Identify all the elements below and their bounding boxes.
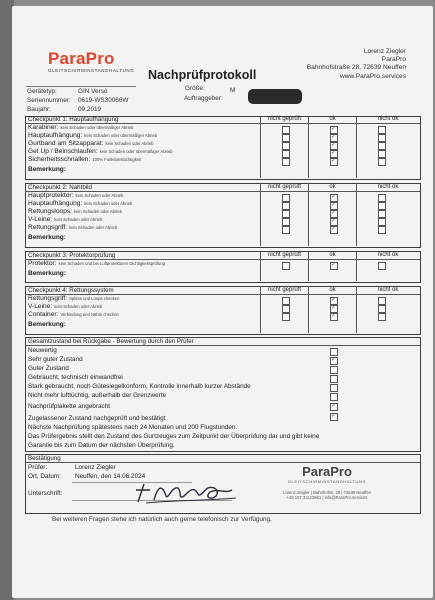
checkbox-nicht-ok[interactable] [378, 226, 386, 234]
zustand-option: Sehr guter Zustand [28, 356, 83, 363]
cp1-row: Get Up / Beinschlaufen: kein Schaden oder übermäßiger Abrieb [28, 148, 173, 155]
ort-datum-value: Neuffen, den 14.06.2024 [75, 473, 146, 480]
gesamt-title: Gesamtzustand bei Rückgabe - Bewertung durch den Prüfer [28, 338, 194, 345]
checkbox-nicht-ok[interactable] [378, 150, 386, 158]
row-label: Rettungsgriff [28, 295, 66, 302]
row-label: Rettungsloops [28, 208, 71, 215]
col-ok: ok [329, 252, 336, 258]
zustand-option: Gebraucht, technisch einwandfrei [28, 374, 123, 381]
row-desc: kein Schaden oder übermäßiger Abrieb [84, 133, 158, 138]
auftraggeber-label: Auftraggeber: [184, 95, 223, 102]
stamp-pro: Pro [330, 464, 352, 479]
row-desc: kein Schaden oder Abrieb [54, 217, 103, 222]
checkbox-nicht-ok[interactable] [378, 158, 386, 166]
checkbox-ok[interactable] [330, 262, 338, 270]
row-label: Hauptaufhängung [28, 200, 81, 207]
cp4-row: Rettungsgriff: Splinte und Loops checken [28, 295, 120, 302]
baujahr-label: Baujahr: [27, 106, 51, 113]
bestaetigung-header-line [25, 462, 420, 463]
row-label: Rettungsgriff [28, 224, 66, 231]
checkbox-nicht-geprueft[interactable] [282, 134, 290, 142]
page-title: Nachprüfprotokoll [148, 68, 257, 82]
checkbox-zustand[interactable] [330, 357, 338, 365]
row-label: Container [28, 311, 57, 318]
checkbox-nicht-geprueft[interactable] [282, 210, 290, 218]
row-desc: 100% Funktionstüchtigkeit [92, 157, 142, 162]
row-label: Protektor [28, 260, 55, 267]
checkbox-nicht-geprueft[interactable] [282, 226, 290, 234]
row-desc: kein Schaden oder übermäßiger Abrieb [99, 149, 173, 154]
geraetetyp-value: GIN Verso [78, 88, 108, 95]
col-nicht-geprueft: nicht geprüft [267, 184, 302, 190]
cp2-row: Rettungsgriff: kein Schaden oder Abrieb [28, 224, 118, 231]
col-ok: ok [329, 287, 336, 293]
row-label: Sicherheitsschnallen [28, 156, 89, 163]
row-desc: kein Schaden oder Abrieb [105, 141, 154, 146]
row-desc: Verbindung und Nähte checken [60, 312, 119, 317]
checkbox-nicht-geprueft[interactable] [282, 305, 290, 313]
row-label: Hauptaufhängung [28, 132, 81, 139]
seriennummer-label: Seriennummer: [27, 97, 71, 104]
col-ok: ok [329, 184, 336, 190]
groesse-value: M [230, 87, 236, 94]
cp3-bemerkung: Bemerkung: [28, 270, 66, 277]
checkbox-nicht-ok[interactable] [378, 313, 386, 321]
row-label: Karabiner [28, 124, 57, 131]
checkbox-nicht-ok[interactable] [378, 142, 386, 150]
checkbox-nicht-geprueft[interactable] [282, 158, 290, 166]
geraetetyp-label: Gerätetyp: [27, 88, 57, 95]
cp2-row: Hauptprotektor: kein Schaden oder Abrieb [28, 192, 124, 199]
col-ok: ok [329, 116, 336, 122]
groesse-label: Größe: [185, 85, 205, 92]
gesamt-text-line: Garantie bis zum Datum der nächsten Überprüfung. [28, 442, 175, 449]
row-label: V-Leine [28, 303, 51, 310]
pruefer-value: Lorenz Ziegler [75, 464, 116, 471]
cp4-title: Checkpunkt 4: Rettungssystem [28, 287, 114, 294]
row-label: Hauptprotektor [28, 192, 72, 199]
gesamt-header-line [25, 345, 420, 346]
col-nicht-ok: nicht ok [377, 252, 399, 258]
checkbox-nicht-ok[interactable] [378, 218, 386, 226]
row-desc: Splinte und Loops checken [69, 296, 120, 301]
checkbox-ok[interactable] [330, 226, 338, 234]
zustand-option: Neuwertig [28, 347, 57, 354]
cp2-row: Rettungsloops: kein Schaden oder Abrieb [28, 208, 122, 215]
address-line: Bahnhofstraße 28, 72639 Neuffen [306, 64, 406, 72]
row-desc: kein Schaden oder Abrieb [84, 201, 133, 206]
col-divider [356, 183, 357, 246]
checkbox-nicht-geprueft[interactable] [282, 262, 290, 270]
stamp-para: Para [302, 464, 331, 479]
plakette-label: Nachprüfplakette angebracht [28, 403, 111, 410]
company-stamp [252, 464, 402, 500]
row-label: V-Leine [28, 216, 51, 223]
cp4-bemerkung: Bemerkung: [28, 321, 66, 328]
checkbox-nicht-ok[interactable] [378, 202, 386, 210]
checkbox-nicht-geprueft[interactable] [282, 297, 290, 305]
col-divider [308, 183, 309, 246]
checkbox-nicht-geprueft[interactable] [282, 218, 290, 226]
cp2-title: Checkpunkt 2: Nahtbild [28, 184, 92, 191]
checkbox-nicht-geprueft[interactable] [282, 194, 290, 202]
row-desc: kein Schaden oder Abrieb [74, 209, 122, 214]
col-divider [260, 286, 261, 333]
logo-para: Para [48, 49, 86, 68]
row-label: Get Up / Beinschlaufen [28, 148, 96, 155]
cp3-row: Protektor: kein Schaden und bei Luftprotektoren Dichtigkeitsprüfung [28, 260, 165, 267]
logo-subtitle: GLEITSCHIRMINSTANDHALTUNG [48, 68, 135, 73]
checkbox-plakette[interactable] [330, 403, 338, 411]
checkbox-nicht-ok[interactable] [378, 210, 386, 218]
checkbox-zustand[interactable] [330, 348, 338, 356]
unterschrift-label: Unterschrift: [28, 490, 63, 497]
address-line: ParaPro [381, 56, 406, 64]
cp1-row: Sicherheitsschnallen: 100% Funktionstüchtigkeit [28, 156, 142, 163]
gesamt-text-line: Das Prüfergebnis stellt den Zustand des Gurtzeuges zum Zeitpunkt der Überprüfung dar und gibt keine [28, 433, 320, 440]
protocol-sheet [12, 6, 433, 598]
col-nicht-geprueft: nicht geprüft [267, 252, 302, 258]
meta-underline [26, 86, 136, 87]
stamp-subtitle: GLEITSCHIRMINSTANDHALTUNG [287, 479, 367, 484]
address-line: www.ParaPro.services [340, 72, 406, 80]
cp1-row: Hauptaufhängung: kein Schaden oder übermäßiger Abrieb [28, 132, 158, 139]
cp3-title: Checkpunkt 3: Protektorprüfung [28, 252, 116, 259]
seriennummer-value: 0619-WS30066W [78, 97, 129, 104]
checkbox-bestaetigt[interactable] [330, 413, 338, 421]
checkbox-ok[interactable] [330, 313, 338, 321]
cp1-bemerkung: Bemerkung: [28, 166, 66, 173]
checkbox-zustand[interactable] [330, 384, 338, 392]
row-label: Gurtband am Sitzapparat [28, 140, 102, 147]
row-desc: kein Schaden oder Abrieb [75, 193, 124, 198]
cp1-row: Karabiner: kein Schaden oder übermäßiger Abrieb [28, 124, 134, 131]
checkbox-nicht-geprueft[interactable] [282, 126, 290, 134]
parapro-logo [48, 50, 134, 73]
stamp-address: Lorenz Ziegler | Bahnhofstr. 28 | 72639 Neuffen [282, 490, 371, 495]
cp4-row: V-Leine: kein Schaden oder Abrieb [28, 303, 103, 310]
col-nicht-ok: nicht ok [377, 116, 399, 122]
gesamt-text-line: Nächste Nachprüfung spätestens nach 24 Monaten und 200 Flugstunden. [28, 424, 238, 431]
row-desc: kein Schaden oder Abrieb [54, 304, 103, 309]
col-nicht-ok: nicht ok [377, 184, 399, 190]
checkbox-nicht-ok[interactable] [378, 297, 386, 305]
checkbox-nicht-ok[interactable] [378, 305, 386, 313]
col-divider [308, 116, 309, 178]
col-divider [260, 116, 261, 178]
address-block [307, 48, 406, 81]
signature [132, 476, 242, 506]
row-desc: kein Schaden und bei Luftprotektoren Dichtigkeitsprüfung [58, 261, 165, 266]
col-divider [356, 116, 357, 178]
ort-datum-label: Ort, Datum: [28, 473, 62, 480]
cp1-title: Checkpunkt 1: Hauptaufhängung [28, 116, 119, 123]
cp2-bemerkung: Bemerkung: [28, 234, 66, 241]
col-divider [356, 286, 357, 333]
checkbox-nicht-ok[interactable] [378, 126, 386, 134]
logo-pro: Pro [85, 49, 115, 68]
checkbox-nicht-ok[interactable] [378, 134, 386, 142]
col-divider [308, 286, 309, 333]
row-desc: kein Schaden oder Abrieb [69, 225, 118, 230]
checkbox-zustand[interactable] [330, 375, 338, 383]
cp4-row: Container: Verbindung und Nähte checken [28, 311, 119, 318]
bestaetigung-title: Bestätigung [28, 455, 61, 462]
baujahr-value: 09.2019 [78, 106, 102, 113]
stamp-contact: +49 157 31123661 | info@ParaPro.services [286, 495, 368, 500]
checkbox-nicht-geprueft[interactable] [282, 142, 290, 150]
checkbox-nicht-ok[interactable] [378, 194, 386, 202]
zustand-option: Nicht mehr lufttüchtig, außerhalb der Grenzwerte [28, 392, 167, 399]
cp1-row: Gurtband am Sitzapparat: kein Schaden oder Abrieb [28, 140, 154, 147]
checkbox-zustand[interactable] [330, 366, 338, 374]
address-line: Lorenz Ziegler [363, 48, 406, 55]
zustand-option: Guter Zustand [28, 365, 69, 372]
checkbox-nicht-ok[interactable] [378, 262, 386, 270]
checkbox-nicht-geprueft[interactable] [282, 202, 290, 210]
footer-note: Bei weiteren Fragen stehe ich natürlich auch gerne telefonisch zur Verfügung. [52, 516, 272, 523]
checkbox-nicht-geprueft[interactable] [282, 150, 290, 158]
row-desc: kein Schaden oder übermäßiger Abrieb [60, 125, 134, 130]
zustand-option: Stark gebraucht, noch Gütesiegelkonform, Kontrolle innerhalb kurzer Abstände [28, 383, 251, 390]
cp2-row: Hauptaufhängung: kein Schaden oder Abrieb [28, 200, 133, 207]
checkbox-zustand[interactable] [330, 393, 338, 401]
cp2-row: V-Leine: kein Schaden oder Abrieb [28, 216, 103, 223]
col-nicht-geprueft: nicht geprüft [267, 287, 302, 293]
gesamt-text-line: Zugelassener Zustand nachgeprüft und bestätigt [28, 415, 166, 422]
checkbox-nicht-geprueft[interactable] [282, 313, 290, 321]
col-divider [260, 183, 261, 246]
checkbox-ok[interactable] [330, 158, 338, 166]
redaction-block [248, 89, 302, 104]
col-nicht-geprueft: nicht geprüft [267, 116, 302, 122]
col-nicht-ok: nicht ok [377, 287, 399, 293]
pruefer-label: Prüfer: [28, 464, 48, 471]
